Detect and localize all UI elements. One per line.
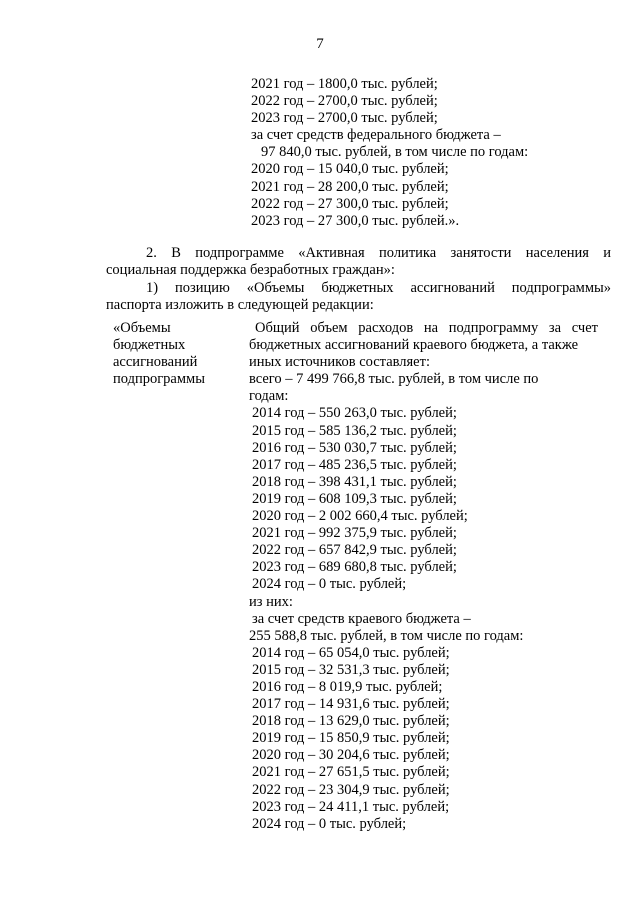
table-right-intro-line: годам: [249,388,289,405]
year-total-line: 2019 год – 608 109,3 тыс. рублей; [252,490,457,507]
year-regional-line: 2020 год – 30 204,6 тыс. рублей; [252,747,450,764]
of-them-label: из них: [249,593,293,610]
year-total-line: 2022 год – 657 842,9 тыс. рублей; [252,542,457,559]
paragraph-3-line-1: 1) позицию «Объемы бюджетных ассигнований подпрограммы» [146,280,611,296]
year-regional-line: 2017 год – 14 931,6 тыс. рублей; [252,696,450,713]
funding-line: 2022 год – 2700,0 тыс. рублей; [251,93,438,110]
funding-line: 97 840,0 тыс. рублей, в том числе по годам: [261,144,529,161]
table-left-line: бюджетных [113,337,186,354]
regional-intro-line: 255 588,8 тыс. рублей, в том числе по годам: [249,627,524,644]
table-left-column [113,320,205,388]
table-right-intro-line: иных источников составляет: [249,354,430,371]
table-right-intro-line: Общий объем расходов на подпрограмму за счет [255,320,598,336]
regional-intro-line: за счет средств краевого бюджета – [252,610,471,627]
paragraph-2-line-1: 2. В подпрограмме «Активная политика занятости населения и [146,245,611,261]
paragraph-2-line-2: социальная поддержка безработных граждан»: [106,262,395,279]
paragraph-2 [106,245,611,279]
year-regional-line: 2016 год – 8 019,9 тыс. рублей; [252,678,443,695]
year-regional-line: 2021 год – 27 651,5 тыс. рублей; [252,764,450,781]
paragraph-3 [106,280,611,314]
table-left-line: «Объемы [113,320,171,336]
year-regional-line: 2023 год – 24 411,1 тыс. рублей; [252,798,450,815]
year-total-line: 2018 год – 398 431,1 тыс. рублей; [252,473,457,490]
year-regional-line: 2014 год – 65 054,0 тыс. рублей; [252,644,450,661]
year-total-line: 2023 год – 689 680,8 тыс. рублей; [252,559,457,576]
table-left-line: подпрограммы [113,371,205,388]
table-right-intro-line: бюджетных ассигнований краевого бюджета, а также [249,337,579,354]
funding-line: 2021 год – 28 200,0 тыс. рублей; [251,178,449,195]
year-total-line: 2017 год – 485 236,5 тыс. рублей; [252,456,457,473]
page-number: 7 [316,36,324,52]
funding-line: 2023 год – 2700,0 тыс. рублей; [251,110,438,127]
paragraph-3-line-2: паспорта изложить в следующей редакции: [106,297,374,314]
table-left-line: ассигнований [113,354,198,371]
funding-line: 2023 год – 27 300,0 тыс. рублей.». [251,212,460,229]
funding-line: за счет средств федерального бюджета – [251,127,501,144]
funding-line: 2022 год – 27 300,0 тыс. рублей; [251,195,449,212]
year-total-line: 2015 год – 585 136,2 тыс. рублей; [252,422,457,439]
year-regional-line: 2019 год – 15 850,9 тыс. рублей; [252,730,450,747]
year-regional-line: 2018 год – 13 629,0 тыс. рублей; [252,713,450,730]
table-right-column [249,320,598,833]
top-funding-block [251,76,528,230]
year-total-line: 2014 год – 550 263,0 тыс. рублей; [252,405,457,422]
year-regional-line: 2015 год – 32 531,3 тыс. рублей; [252,661,450,678]
funding-line: 2020 год – 15 040,0 тыс. рублей; [251,161,449,178]
year-regional-line: 2024 год – 0 тыс. рублей; [252,815,407,832]
year-total-line: 2016 год – 530 030,7 тыс. рублей; [252,439,457,456]
year-regional-line: 2022 год – 23 304,9 тыс. рублей; [252,781,450,798]
year-total-line: 2024 год – 0 тыс. рублей; [252,576,407,593]
table-right-intro-line: всего – 7 499 766,8 тыс. рублей, в том числе по [249,371,539,388]
funding-line: 2021 год – 1800,0 тыс. рублей; [251,76,438,92]
year-total-line: 2020 год – 2 002 660,4 тыс. рублей; [252,508,468,525]
year-total-line: 2021 год – 992 375,9 тыс. рублей; [252,525,457,542]
